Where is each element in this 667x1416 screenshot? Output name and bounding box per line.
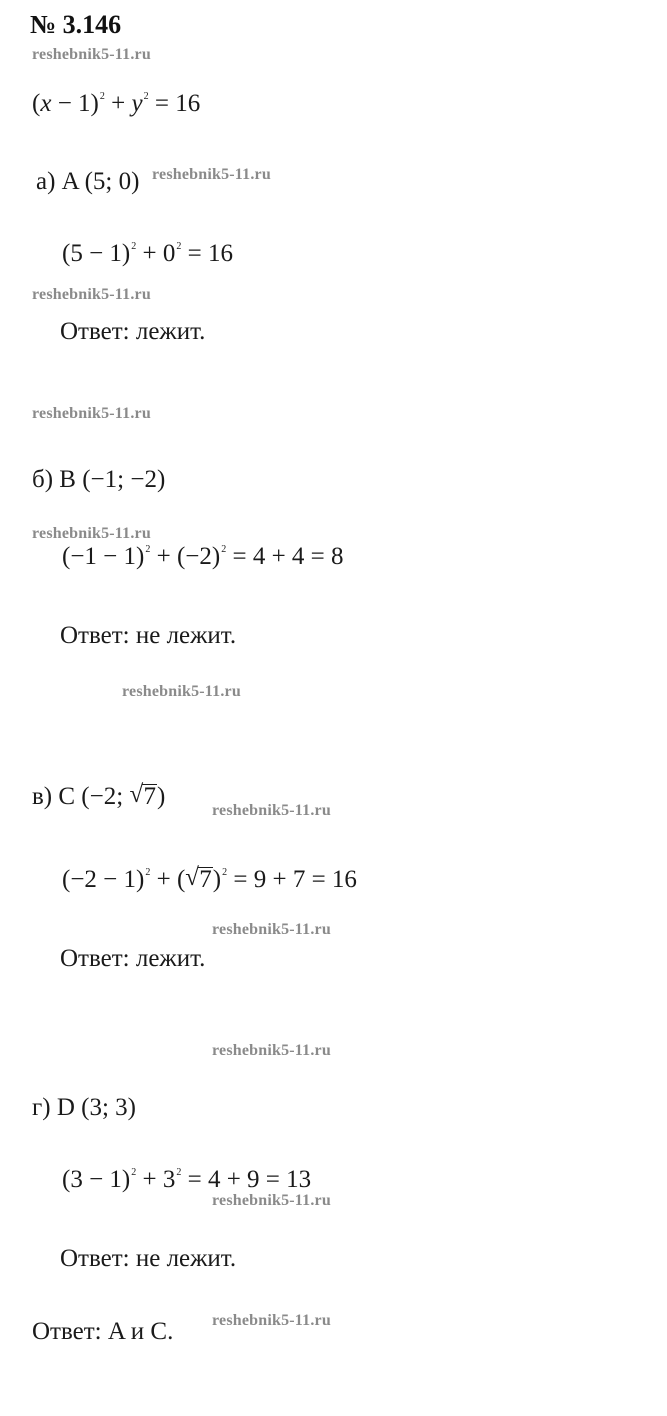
problem-number: № 3.146	[30, 10, 122, 39]
part-a-point: а) A (5; 0)	[36, 168, 140, 195]
watermark: reshebnik5-11.ru	[212, 1192, 331, 1209]
sqrt-symbol: √ 7	[129, 781, 156, 810]
part-v-point: в) C (−2; √ 7)	[32, 781, 166, 810]
watermark: reshebnik5-11.ru	[32, 46, 151, 63]
watermark: reshebnik5-11.ru	[122, 683, 241, 700]
watermark: reshebnik5-11.ru	[212, 1312, 331, 1329]
part-b-answer: Ответ: не лежит.	[60, 622, 237, 649]
part-a-calculation: $(5 - 1)^2 + 0^2 = 16$	[62, 240, 233, 267]
part-b-point: б) B (−1; −2)	[32, 466, 166, 493]
part-v-answer: Ответ: лежит.	[60, 945, 206, 972]
part-g-point: г) D (3; 3)	[32, 1094, 136, 1121]
watermark: reshebnik5-11.ru	[212, 802, 331, 819]
final-answer: Ответ: A и C.	[32, 1318, 174, 1345]
watermark: reshebnik5-11.ru	[212, 921, 331, 938]
watermark: reshebnik5-11.ru	[152, 166, 271, 183]
watermark: reshebnik5-11.ru	[32, 286, 151, 303]
watermark: reshebnik5-11.ru	[32, 525, 151, 542]
circle-equation: $(x - 1)^2 + y^2 = 16$	[32, 90, 201, 117]
part-g-calculation: $(3 - 1)^2 + 3^2 = 4 + 9 = 13$	[62, 1166, 312, 1193]
sqrt-symbol: √ 7	[185, 864, 212, 893]
part-g-answer: Ответ: не лежит.	[60, 1245, 237, 1272]
part-a-answer: Ответ: лежит.	[60, 318, 206, 345]
part-b-calculation: $(-1 - 1)^2 + (-2)^2 = 4 + 4 = 8$	[62, 543, 344, 570]
watermark: reshebnik5-11.ru	[212, 1042, 331, 1059]
watermark: reshebnik5-11.ru	[32, 405, 151, 422]
part-v-calculation: $(-2 - 1)^2$ + ( √ 7)$^2$ = 9 + 7 = 16	[62, 864, 357, 893]
